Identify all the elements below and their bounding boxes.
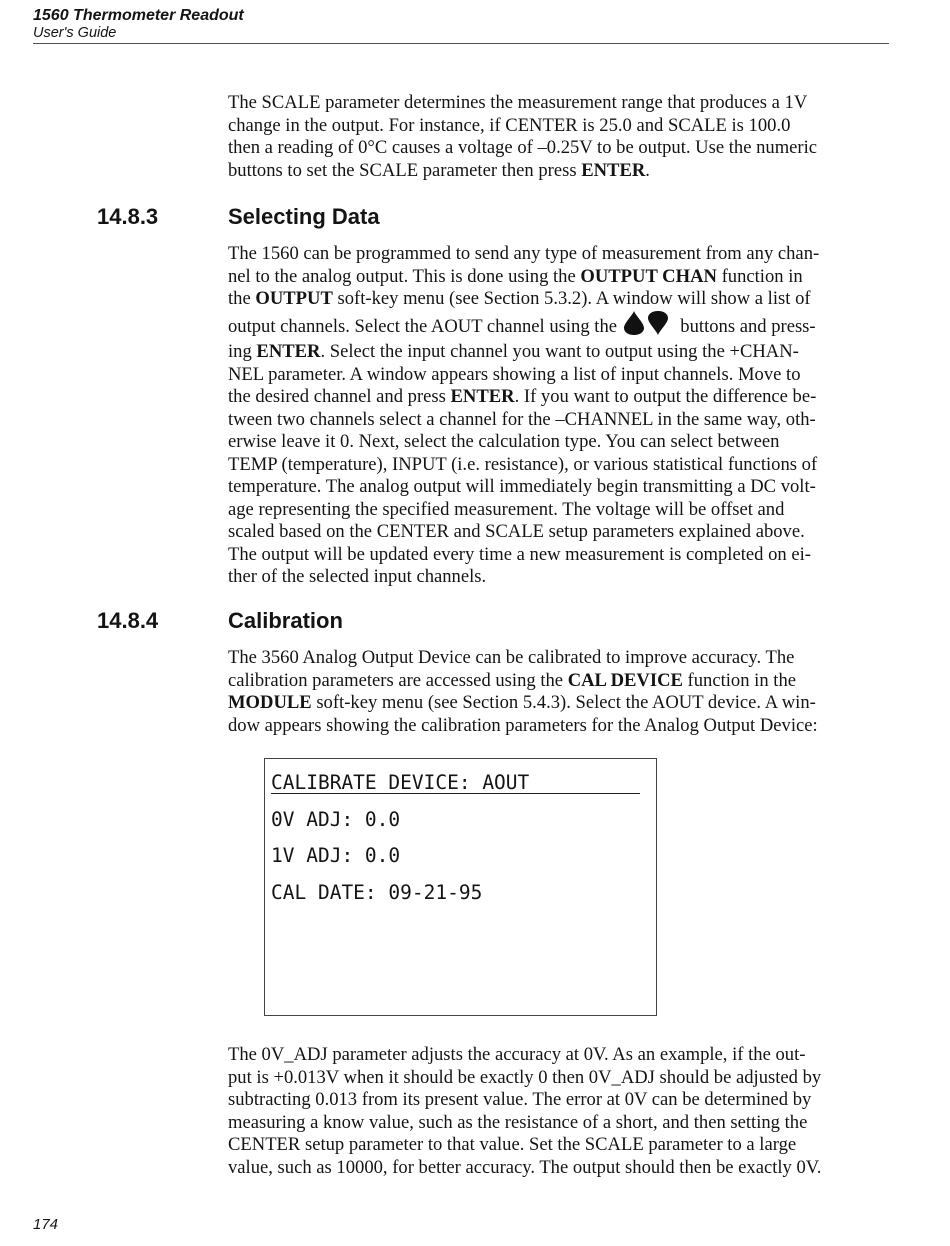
calibration-paragraph: The 3560 Analog Output Device can be calibrated to improve accuracy. The calibration parameters are accessed using the CAL DEVICE function in the MODULE soft-key menu (see Section 5.4.3). Select the AOUT device. A win- dow appears showing the calibration parameters for the Analog Output Device: xyxy=(228,647,818,736)
screen-0v-adj: 0V ADJ: 0.0 xyxy=(271,808,401,831)
section-title-calibration: Calibration xyxy=(228,608,343,633)
section-title-selecting-data: Selecting Data xyxy=(228,204,380,229)
section-number-14-8-4: 14.8.4 xyxy=(97,608,159,633)
intro-paragraph: The SCALE parameter determines the measurement range that produces a 1V change in the output. For instance, if CENTER is 25.0 and SCALE is 100.0 then a reading of 0°C causes a voltage of –0.25V to be output. Use the numeric buttons to set the SCALE parameter then press ENTER. xyxy=(228,92,818,181)
selecting-data-paragraph: The 1560 can be programmed to send any type of measurement from any chan- nel to the analog output. This is done using the OUTPUT CHAN function in the OUTPUT soft-key menu (see Section 5.3.2). A window will show a list of output channels. Select the AOUT channel using the buttons and press- ing ENTER. Select the input channel you want to output using the +CHAN- NEL parameter. A window appears showing a list of input channels. Move to the desired channel and press ENTER. If you want to output the difference be- tween two channels select a channel for the –CHANNEL in the same way, oth- erwise leave it 0. Next, select the calculation type. You can select between TEMP (temperature), INPUT (i.e. resistance), or various statistical functions of temperature. The analog output will immediately begin transmitting a DC volt- age representing the specified measurement. The voltage will be offset and scaled based on the CENTER and SCALE setup parameters explained above. The output will be updated every time a new measurement is completed on ei- ther of the selected input channels. xyxy=(228,243,820,587)
screen-title-underline xyxy=(271,793,640,794)
page-number: 174 xyxy=(33,1216,59,1233)
header-subtitle: User's Guide xyxy=(33,25,117,41)
calibrate-device-screen xyxy=(264,758,657,1016)
header-title: 1560 Thermometer Readout xyxy=(33,7,244,24)
screen-1v-adj: 1V ADJ: 0.0 xyxy=(271,844,401,867)
up-down-arrows-icon xyxy=(624,311,668,342)
final-paragraph: The 0V_ADJ parameter adjusts the accuracy at 0V. As an example, if the out- put is +0.013V when it should be exactly 0 then 0V_ADJ should be adjusted by subtracting 0.013 from its present value. The error at 0V can be determined by measuring a know value, such as the resistance of a short, and then setting the CENTER setup parameter to that value. Set the SCALE parameter to a large value, such as 10000, for better accuracy. The output should then be exactly 0V. xyxy=(228,1044,822,1178)
screen-title: CALIBRATE DEVICE: AOUT xyxy=(271,771,530,794)
section-number-14-8-3: 14.8.3 xyxy=(97,204,159,229)
screen-cal-date: CAL DATE: 09-21-95 xyxy=(271,881,483,904)
running-header xyxy=(33,6,889,44)
